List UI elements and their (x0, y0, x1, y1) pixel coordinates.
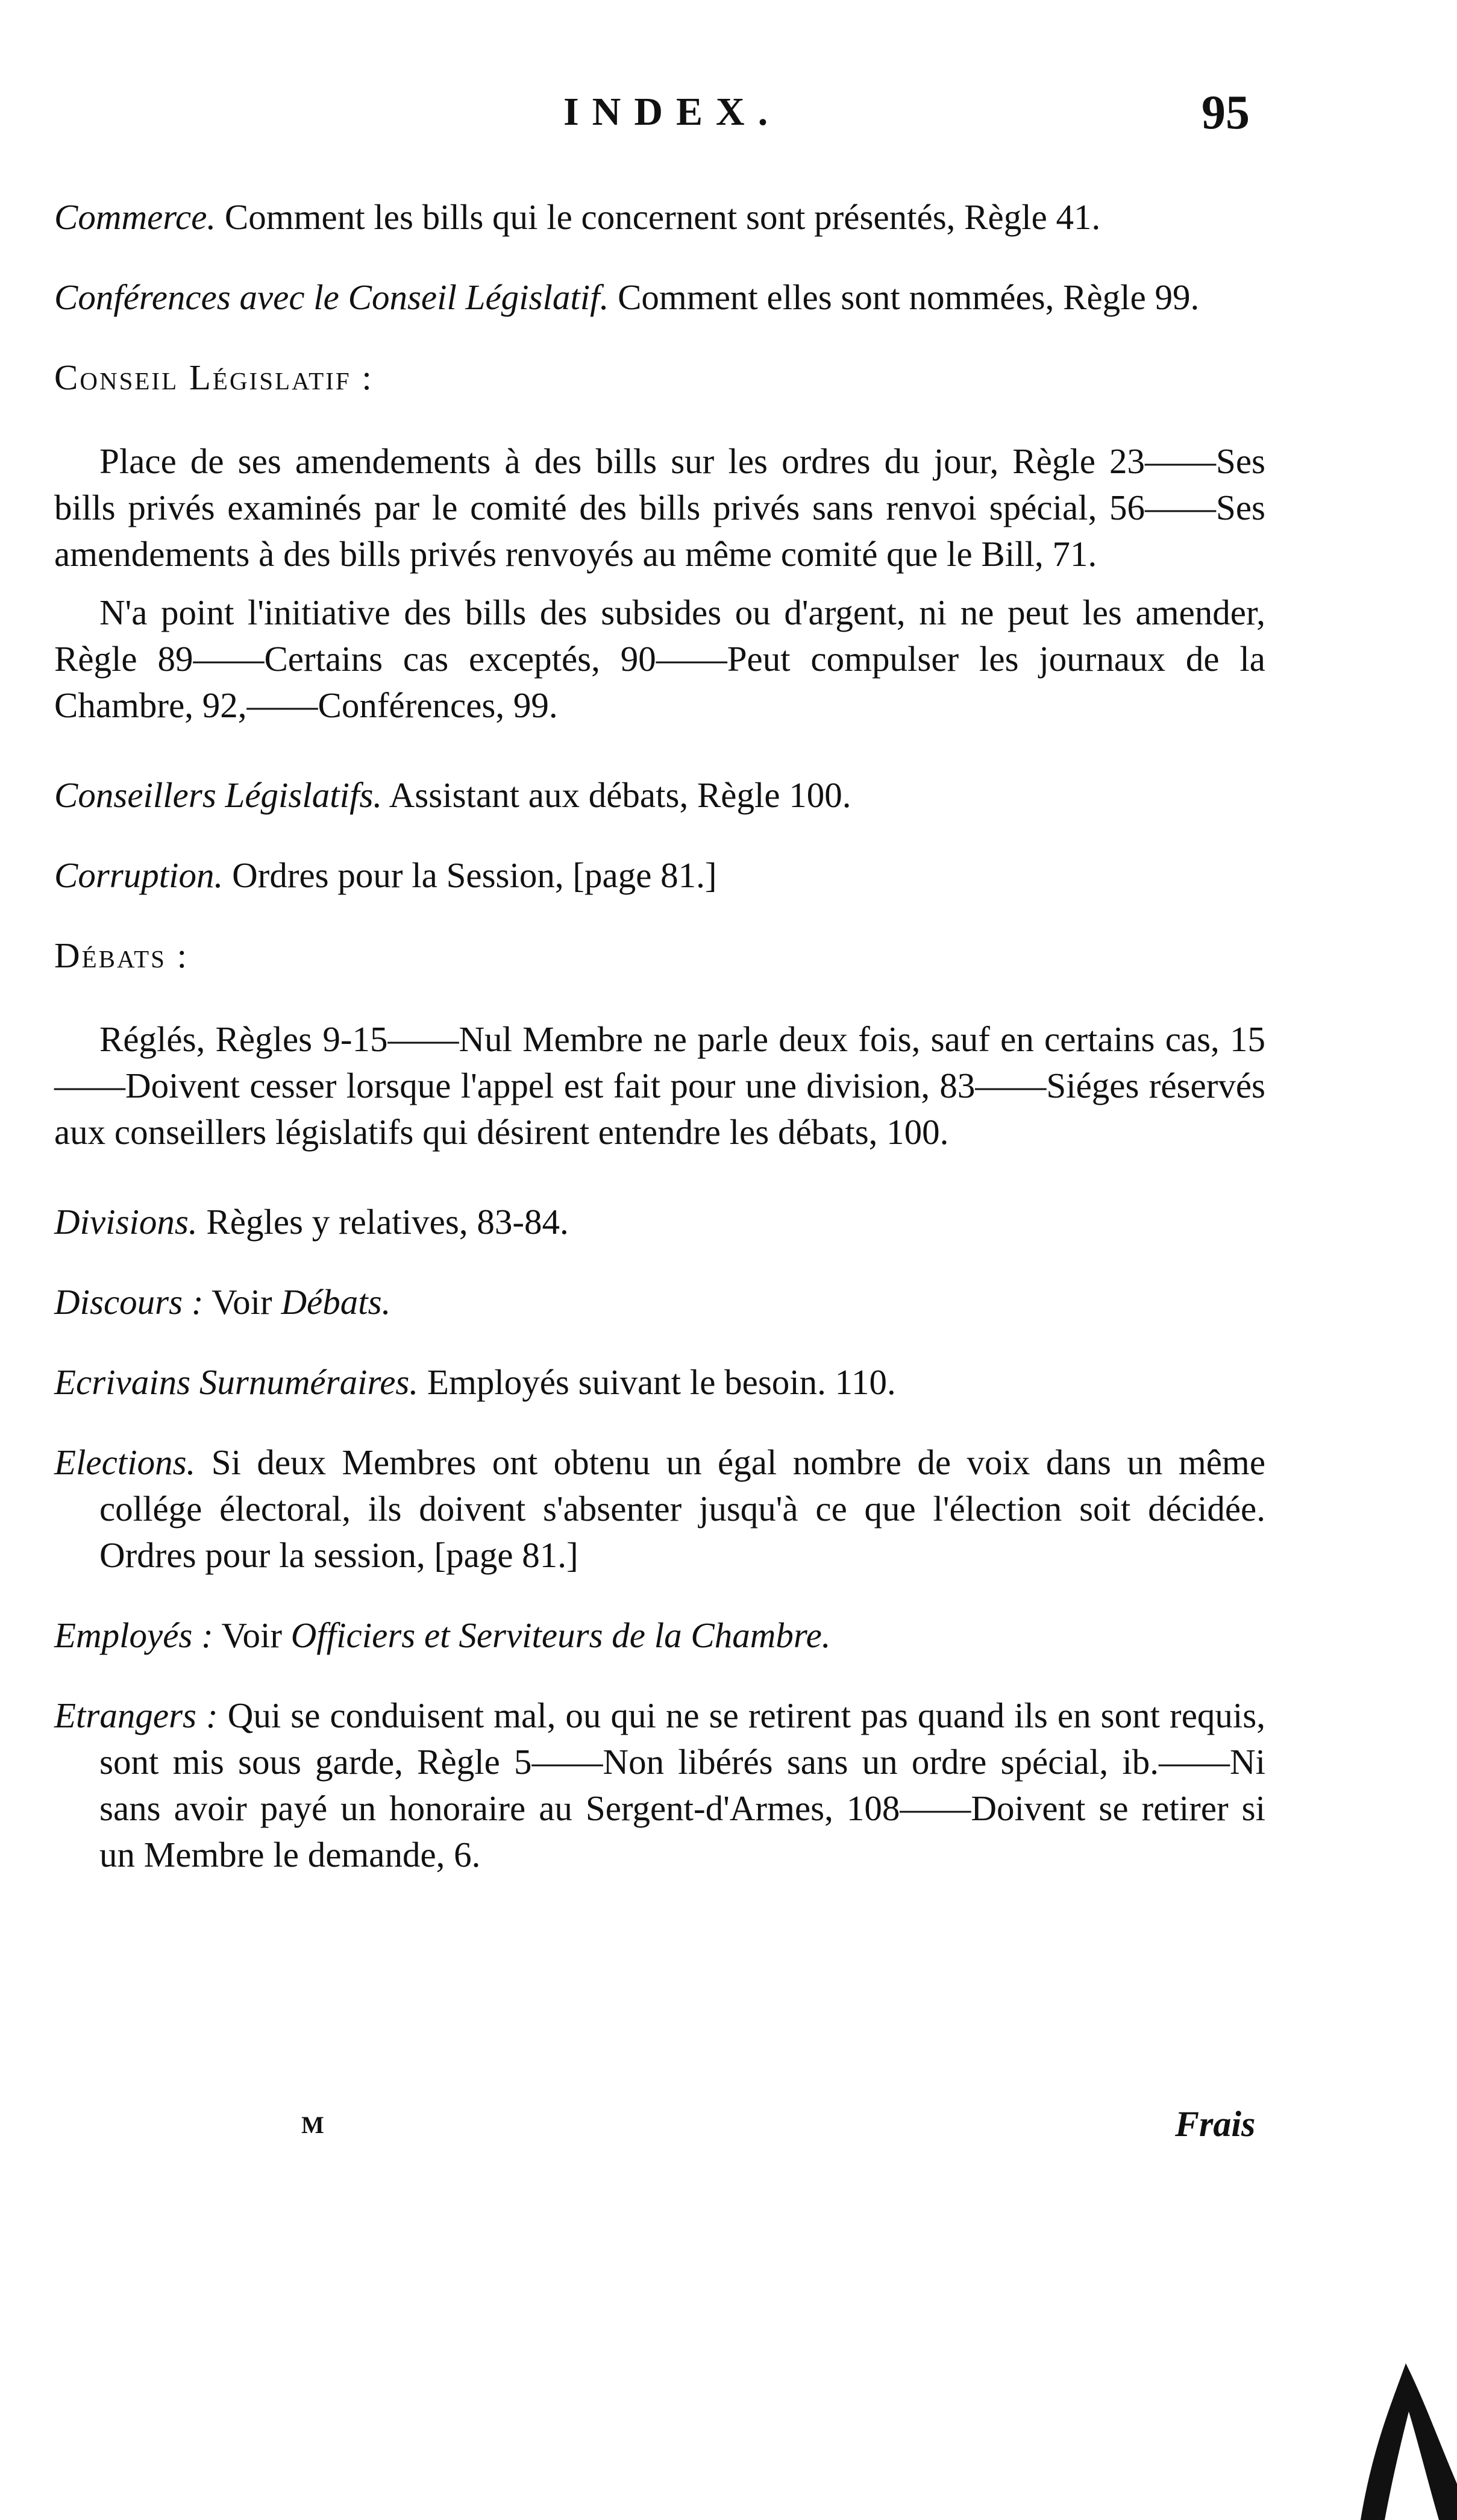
entry-heading: Divisions. (54, 1202, 198, 1242)
index-entry-elections (54, 1439, 1265, 1579)
page-number: 95 (1202, 86, 1250, 139)
entry-text: Comment elles sont nommées, Règle 99. (618, 277, 1200, 317)
entry-heading: Corruption. (54, 855, 224, 895)
signature-mark: M (301, 2111, 324, 2138)
entry-heading: Commerce. (54, 197, 216, 237)
entry-heading: Conseillers Législatifs. (54, 775, 383, 815)
index-entry-ecrivains (54, 1359, 1265, 1406)
index-entry-conseillers (54, 772, 1265, 819)
entry-text: Comment les bills qui le concernent sont présentés, Règle 41. (224, 197, 1101, 237)
index-entry-divisions (54, 1199, 1265, 1245)
section-paragraph: N'a point l'initiative des bills des subsides ou d'argent, ni ne peut les amender, Règle 89——Certains cas exceptés, 90——Peut compulser les journaux de la Chambre, 92,——Conférences, 99. (54, 592, 1265, 725)
running-header (0, 86, 1457, 143)
cross-reference: Officiers et Serviteurs de la Chambre. (290, 1615, 831, 1655)
entry-heading: Discours : (54, 1282, 204, 1322)
index-body (54, 194, 1265, 1912)
index-entry-conferences (54, 274, 1265, 321)
entry-heading: Etrangers : (54, 1695, 218, 1735)
entry-text: Qui se conduisent mal, ou qui ne se retirent pas quand ils en sont requis, sont mis sous garde, Règle 5——Non libérés sans un ordre spécial, ib.——Ni sans avoir payé un honoraire au Sergent-d'Armes, 108——Doivent se retirer si un Membre le demande, 6. (99, 1695, 1265, 1874)
entry-text: Règles y relatives, 83-84. (206, 1202, 569, 1242)
running-title: INDEX. (563, 90, 782, 134)
entry-text: Si deux Membres ont obtenu un égal nombre de voix dans un même collége électoral, ils doivent s'absenter jusqu'à ce que l'élection soit décidée. Ordres pour la session, [page 81.] (99, 1442, 1266, 1575)
entry-text: Voir (212, 1282, 272, 1322)
entry-heading: Conférences avec le Conseil Législatif. (54, 277, 609, 317)
index-entry-etrangers (54, 1692, 1265, 1878)
entry-text: Assistant aux débats, Règle 100. (389, 775, 851, 815)
entry-text: Voir (221, 1615, 283, 1655)
index-entry-corruption (54, 852, 1265, 899)
index-entry-discours (54, 1279, 1265, 1325)
section-paragraph: Réglés, Règles 9-15——Nul Membre ne parle deux fois, sauf en certains cas, 15——Doivent cesser lorsque l'appel est fait pour une division, 83——Siéges réservés aux conseillers législatifs qui désirent entendre les débats, 100. (54, 1019, 1265, 1152)
section-heading-debats: Débats : (54, 935, 189, 975)
cross-reference: Débats. (281, 1282, 391, 1322)
scan-edge-mark-icon (1349, 2351, 1457, 2520)
index-entry-employes (54, 1612, 1265, 1659)
section-heading-conseil: Conseil Législatif : (54, 357, 374, 397)
entry-heading: Elections. (54, 1442, 196, 1482)
page-footer (0, 2104, 1457, 2147)
index-entry-commerce (54, 194, 1265, 240)
entry-text: Ordres pour la Session, [page 81.] (232, 855, 717, 895)
entry-text: Employés suivant le besoin. 110. (427, 1362, 896, 1402)
section-paragraph: Place de ses amendements à des bills sur les ordres du jour, Règle 23——Ses bills privés examinés par le comité des bills privés sans renvoi spécial, 56——Ses amendements à des bills privés renvoyés au même comité que le Bill, 71. (54, 441, 1265, 574)
entry-heading: Employés : (54, 1615, 213, 1655)
catchword: Frais (1175, 2104, 1256, 2144)
entry-heading: Ecrivains Surnuméraires. (54, 1362, 419, 1402)
